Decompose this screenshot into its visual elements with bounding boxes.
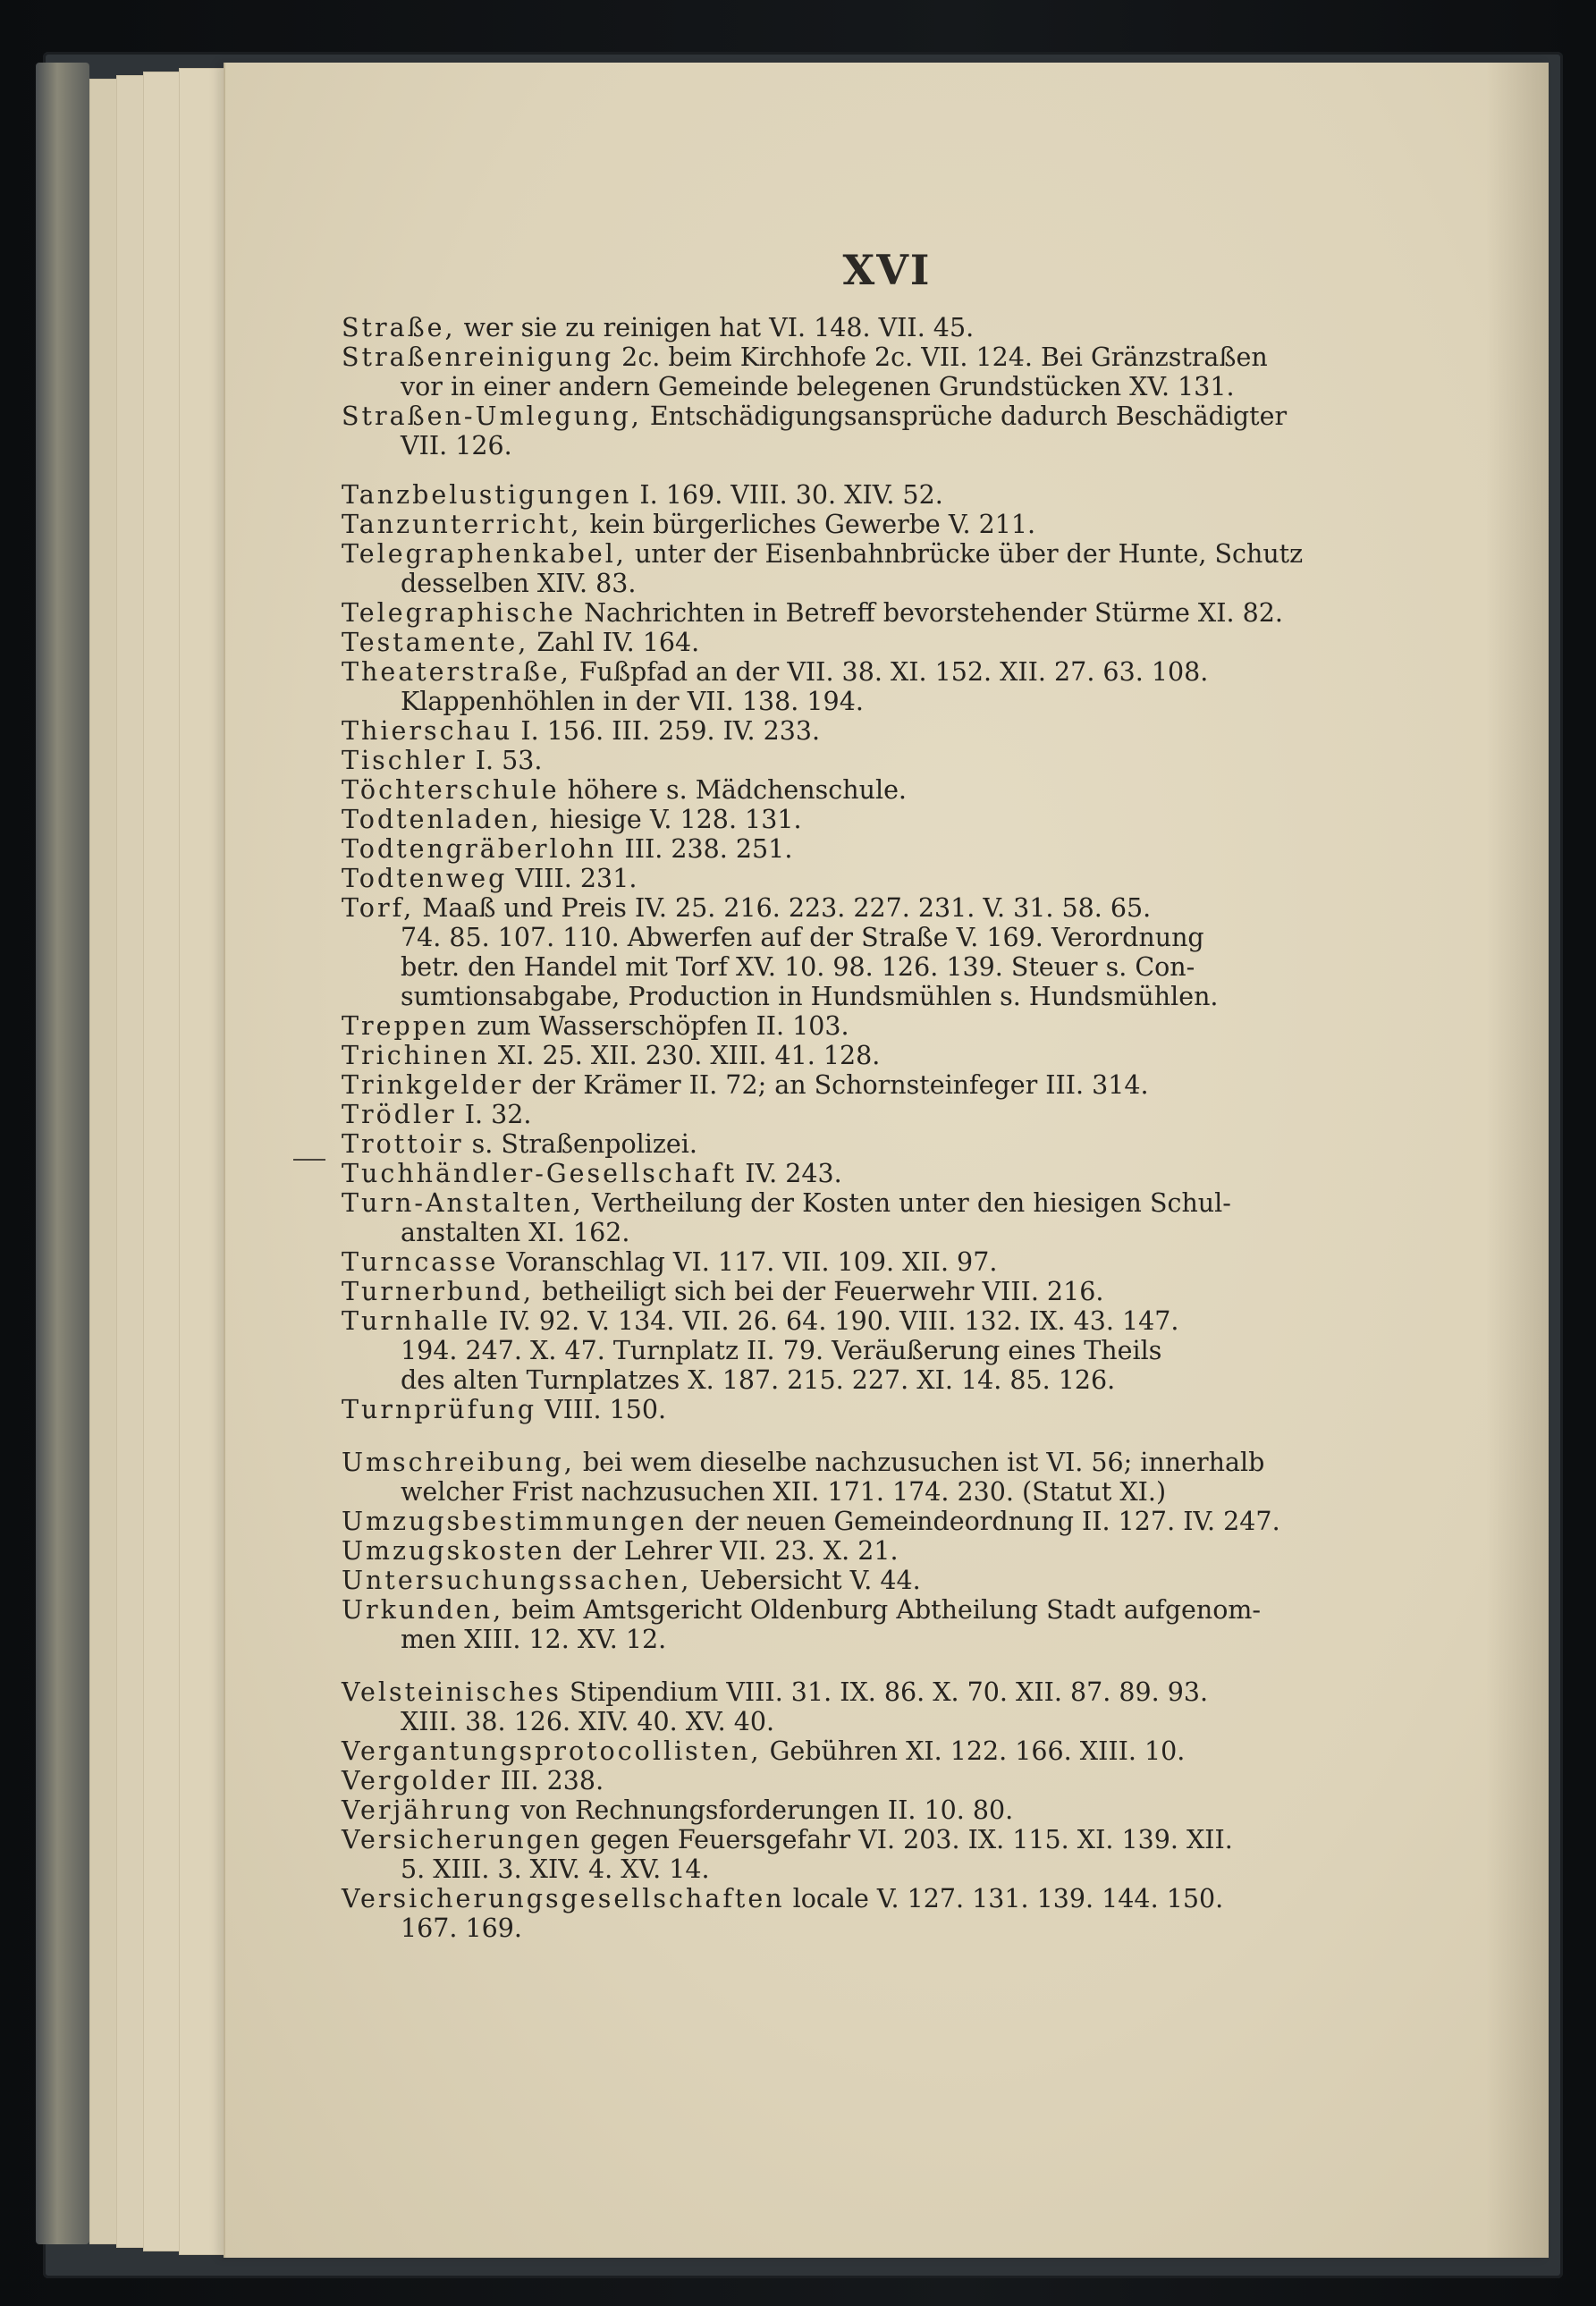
entry-text: Uebersicht V. 44. — [691, 1566, 921, 1595]
index-entry — [342, 1011, 1504, 1041]
index-entry — [342, 1247, 1504, 1277]
entry-term: Torf, — [342, 893, 415, 923]
index-entry — [342, 1306, 1504, 1395]
entry-term: Trödler — [342, 1100, 457, 1129]
index-entry — [342, 1100, 1504, 1129]
entry-term: Treppen — [342, 1011, 469, 1041]
entry-term: Testamente, — [342, 628, 529, 657]
index-entry — [342, 1536, 1504, 1566]
entry-text: betheiligt sich bei der Feuerwehr VIII. 216. — [534, 1277, 1104, 1306]
index-entry — [342, 657, 1504, 716]
entry-term: Umzugsbestimmungen — [342, 1507, 687, 1536]
entry-text: Voranschlag VI. 117. VII. 109. XII. 97. — [498, 1247, 998, 1277]
entry-text: I. 156. III. 259. IV. 233. — [512, 716, 821, 746]
entry-text: beim Amtsgericht Oldenburg Abtheilung Stadt aufgenom- men XIII. 12. XV. 12. — [401, 1595, 1262, 1654]
entry-text: Maaß und Preis IV. 25. 216. 223. 227. 231. V. 31. 58. 65. 74. 85. 107. 110. Abwerfen auf der Straße V. 169. Verordnung betr. den Handel mit Torf XV. 10. 98. 126. 139. Steuer s. Con- sumtionsabgabe, Production in Hundsmühlen s. Hundsmühlen. — [401, 893, 1219, 1011]
index-entry — [342, 401, 1504, 460]
entry-term: Turncasse — [342, 1247, 499, 1277]
entry-text: VIII. 150. — [536, 1395, 667, 1424]
entry-term: Velsteinisches — [342, 1677, 562, 1707]
entry-text: I. 169. VIII. 30. XIV. 52. — [631, 480, 943, 510]
entry-text: I. 53. — [467, 746, 543, 775]
entry-term: Straße, — [342, 313, 456, 342]
index-entry — [342, 1566, 1504, 1595]
index-entry — [342, 775, 1504, 805]
entry-term: Straßenreinigung — [342, 342, 614, 372]
index-entry — [342, 539, 1504, 598]
entry-term: Vergolder — [342, 1766, 493, 1795]
entry-text: kein bürgerliches Gewerbe V. 211. — [581, 510, 1036, 539]
index-entry — [342, 864, 1504, 893]
index-entry — [342, 1736, 1504, 1766]
entry-term: Todtengräberlohn — [342, 834, 617, 864]
entry-text: IV. 92. V. 134. VII. 26. 64. 190. VIII. 132. IX. 43. 147. 194. 247. X. 47. Turnplatz II. 79. Veräußerung eines Theils des alten Turnplatzes X. 187. 215. 227. XI. 14. 85. 126. — [401, 1306, 1179, 1395]
entry-term: Trinkgelder — [342, 1070, 524, 1100]
cover-edge — [36, 63, 89, 2244]
entry-text: hiesige V. 128. 131. — [541, 805, 802, 834]
entry-term: Tischler — [342, 746, 468, 775]
index-entry — [342, 1795, 1504, 1825]
index-entry — [342, 313, 1504, 342]
entry-term: Tuchhändler-Gesellschaft — [342, 1159, 738, 1188]
entry-term: Turnerbund, — [342, 1277, 535, 1306]
page-number: XVI — [842, 246, 932, 294]
entry-text: zum Wasserschöpfen II. 103. — [469, 1011, 849, 1041]
index-entry — [342, 1395, 1504, 1424]
index-entry — [342, 1129, 1504, 1159]
entry-term: Urkunden, — [342, 1595, 504, 1625]
entry-text: Gebühren XI. 122. 166. XIII. 10. — [761, 1736, 1186, 1766]
index-entry — [342, 805, 1504, 834]
entry-text: der neuen Gemeindeordnung II. 127. IV. 247. — [686, 1507, 1280, 1536]
entry-text: Fußpfad an der VII. 38. XI. 152. XII. 27. 63. 108. Klappenhöhlen in der VII. 138. 194. — [401, 657, 1209, 716]
entry-term: Versicherungen — [342, 1825, 583, 1854]
entry-term: Trottoir — [342, 1129, 464, 1159]
entry-text: 2c. beim Kirchhofe 2c. VII. 124. Bei Gränzstraßen vor in einer andern Gemeinde belegenen Grundstücken XV. 131. — [401, 342, 1268, 401]
index-entry — [342, 1595, 1504, 1654]
index-entry — [342, 598, 1504, 628]
entry-text: VIII. 231. — [507, 864, 638, 893]
entry-term: Untersuchungssachen, — [342, 1566, 692, 1595]
entry-text: unter der Eisenbahnbrücke über der Hunte, Schutz desselben XIV. 83. — [401, 539, 1304, 598]
entry-term: Umschreibung, — [342, 1448, 575, 1477]
entry-text: I. 32. — [456, 1100, 532, 1129]
entry-text: wer sie zu reinigen hat VI. 148. VII. 45. — [455, 313, 975, 342]
index-entry — [342, 1766, 1504, 1795]
index-entry — [342, 1277, 1504, 1306]
entry-text: Nachrichten in Betreff bevorstehender Stürme XI. 82. — [576, 598, 1283, 628]
index-entry — [342, 510, 1504, 539]
entry-text: gegen Feuersgefahr VI. 203. IX. 115. XI. 139. XII. 5. XIII. 3. XIV. 4. XV. 14. — [401, 1825, 1233, 1884]
margin-mark — [293, 1159, 325, 1161]
entry-text: III. 238. — [492, 1766, 604, 1795]
entry-text: höhere s. Mädchenschule. — [559, 775, 907, 805]
index-entry — [342, 1188, 1504, 1247]
index-entry — [342, 1884, 1504, 1943]
entry-term: Turn-Anstalten, — [342, 1188, 584, 1218]
entry-text: der Lehrer VII. 23. X. 21. — [564, 1536, 899, 1566]
index-entry — [342, 1825, 1504, 1884]
entry-term: Tanzunterricht, — [342, 510, 582, 539]
entry-text: XI. 25. XII. 230. XIII. 41. 128. — [489, 1041, 881, 1070]
entry-term: Vergantungsprotocollisten, — [342, 1736, 762, 1766]
entry-term: Umzugskosten — [342, 1536, 565, 1566]
entry-text: der Krämer II. 72; an Schornsteinfeger III. 314. — [523, 1070, 1149, 1100]
entry-text: locale V. 127. 131. 139. 144. 150. 167. 169. — [401, 1884, 1224, 1943]
entry-term: Turnhalle — [342, 1306, 491, 1336]
index-entry — [342, 716, 1504, 746]
entry-text: Stipendium VIII. 31. IX. 86. X. 70. XII. 87. 89. 93. XIII. 38. 126. XIV. 40. XV. 40. — [401, 1677, 1209, 1736]
entry-text: III. 238. 251. — [616, 834, 793, 864]
entry-text: IV. 243. — [737, 1159, 842, 1188]
index-entry — [342, 480, 1504, 510]
entry-term: Versicherungsgesellschaften — [342, 1884, 785, 1913]
index-entry — [342, 1159, 1504, 1188]
index-list — [342, 313, 1504, 1943]
entry-term: Trichinen — [342, 1041, 490, 1070]
index-entry — [342, 1448, 1504, 1507]
entry-text: Vertheilung der Kosten unter den hiesigen Schul- anstalten XI. 162. — [401, 1188, 1231, 1247]
index-entry — [342, 1677, 1504, 1736]
entry-text: bei wem dieselbe nachzusuchen ist VI. 56; innerhalb welcher Frist nachzusuchen XII. 171. 174. 230. (Statut XI.) — [401, 1448, 1265, 1507]
index-entry — [342, 628, 1504, 657]
index-entry — [342, 746, 1504, 775]
index-entry — [342, 1041, 1504, 1070]
entry-text: s. Straßenpolizei. — [463, 1129, 697, 1159]
entry-text: von Rechnungsforderungen II. 10. 80. — [512, 1795, 1014, 1825]
entry-term: Verjährung — [342, 1795, 513, 1825]
index-entry — [342, 342, 1504, 401]
entry-term: Telegraphenkabel, — [342, 539, 627, 569]
index-entry — [342, 893, 1504, 1011]
entry-term: Straßen-Umlegung, — [342, 401, 642, 431]
entry-term: Tanzbelustigungen — [342, 480, 632, 510]
entry-text: Entschädigungsansprüche dadurch Beschädigter VII. 126. — [401, 401, 1288, 460]
entry-term: Todtenladen, — [342, 805, 542, 834]
entry-term: Todtenweg — [342, 864, 508, 893]
entry-term: Turnprüfung — [342, 1395, 537, 1424]
entry-term: Thierschau — [342, 716, 513, 746]
entry-term: Telegraphische — [342, 598, 577, 628]
index-entry — [342, 1070, 1504, 1100]
entry-text: Zahl IV. 164. — [528, 628, 700, 657]
index-entry — [342, 834, 1504, 864]
entry-term: Töchterschule — [342, 775, 560, 805]
index-entry — [342, 1507, 1504, 1536]
entry-term: Theaterstraße, — [342, 657, 571, 687]
